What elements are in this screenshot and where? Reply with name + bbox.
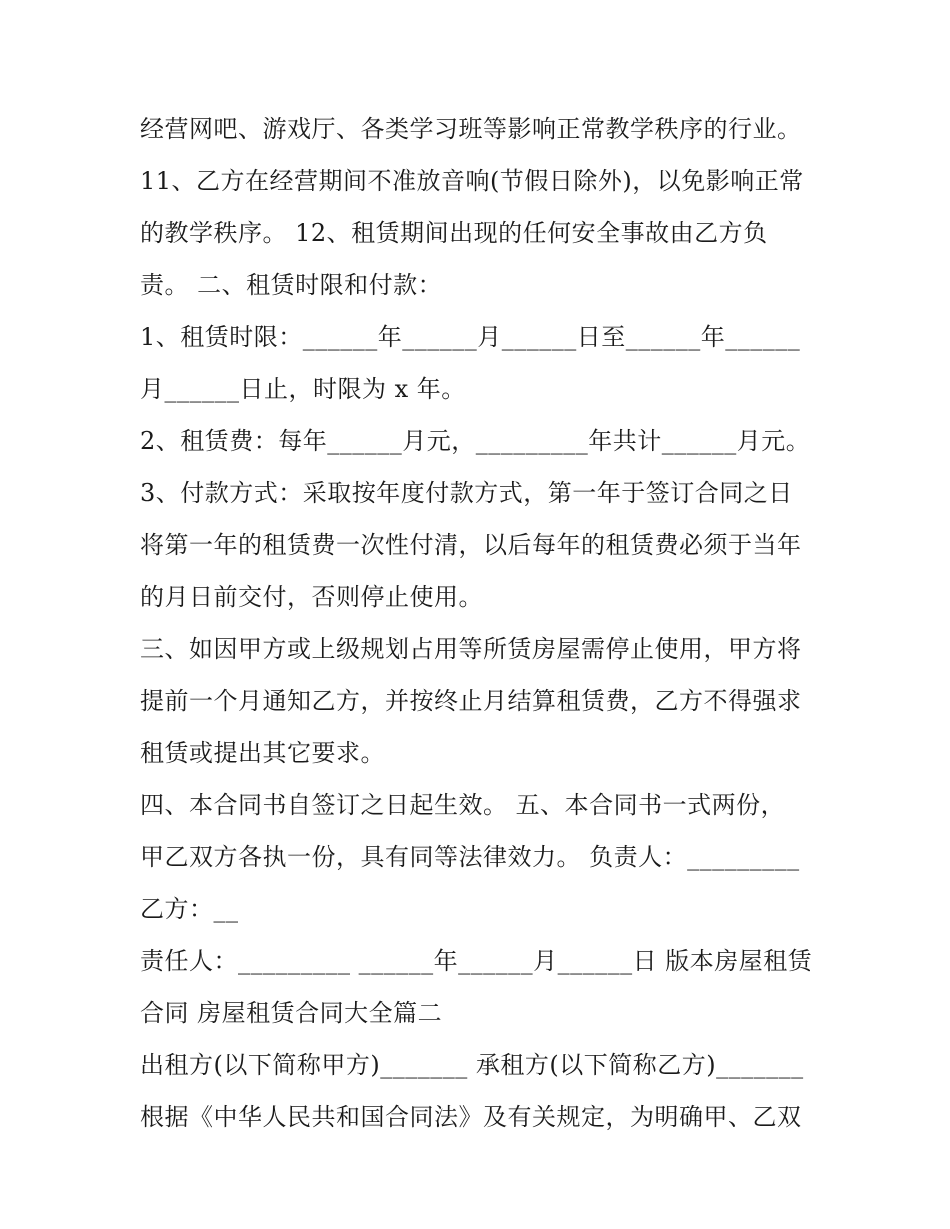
text-line: 的月日前交付，否则停止使用。 [140, 583, 483, 611]
text-line: 出租方(以下简称甲方)_______ 承租方(以下简称乙方)_______ [140, 1051, 804, 1079]
text-line: 乙方：__ [140, 895, 239, 923]
text-line: 经营网吧、游戏厅、各类学习班等影响正常教学秩序的行业。 [140, 115, 802, 143]
text-line: 月______日止，时限为 x 年。 [140, 375, 466, 403]
text-line: 合同 房屋租赁合同大全篇二 [140, 999, 443, 1027]
text-line: 四、本合同书自签订之日起生效。 五、本合同书一式两份， [140, 791, 786, 819]
text-line: 1、租赁时限：______年______月______日至______年______ [140, 323, 801, 351]
text-line: 责任人：_________ ______年______月______日 版本房屋租赁 [140, 947, 813, 975]
text-line: 2、租赁费：每年______月元，_________年共计______月元。 [140, 427, 811, 455]
text-line: 根据《中华人民共和国合同法》及有关规定，为明确甲、乙双 [140, 1103, 802, 1131]
text-line: 租赁或提出其它要求。 [140, 739, 385, 767]
text-line: 11、乙方在经营期间不准放音响(节假日除外)，以免影响正常 [140, 167, 804, 195]
text-line: 甲乙双方各执一份，具有同等法律效力。 负责人：_________ [140, 843, 800, 871]
text-line: 的教学秩序。 12、租赁期间出现的任何安全事故由乙方负 [140, 219, 768, 247]
text-line: 3、付款方式：采取按年度付款方式，第一年于签订合同之日 [140, 479, 793, 507]
text-line: 将第一年的租赁费一次性付清，以后每年的租赁费必须于当年 [140, 531, 802, 559]
text-line: 提前一个月通知乙方，并按终止月结算租赁费，乙方不得强求 [140, 687, 802, 715]
text-line: 三、如因甲方或上级规划占用等所赁房屋需停止使用，甲方将 [140, 635, 802, 663]
text-line: 责。 二、租赁时限和付款： [140, 271, 443, 299]
